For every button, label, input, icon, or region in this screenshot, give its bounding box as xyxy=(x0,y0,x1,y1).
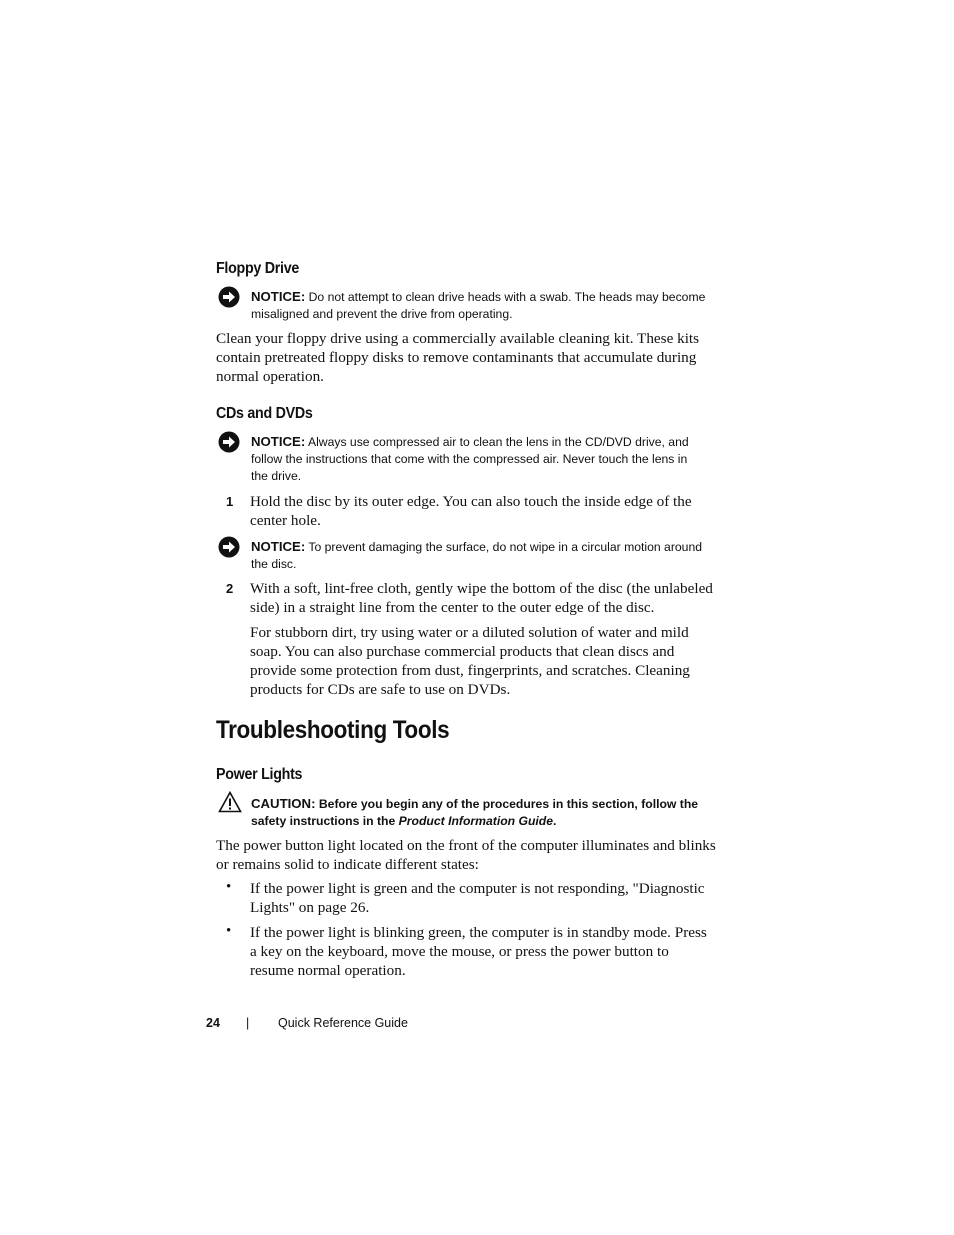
notice-text: Do not attempt to clean drive heads with a swab. The heads may become misaligned and prevent the drive from operating. xyxy=(251,290,706,321)
section-heading-floppy-drive: Floppy Drive xyxy=(216,260,300,277)
notice-arrow-icon xyxy=(218,286,240,308)
caution-triangle-icon xyxy=(218,791,242,813)
footer-title: Quick Reference Guide xyxy=(278,1016,408,1030)
chapter-heading: Troubleshooting Tools xyxy=(216,716,450,744)
step-number: 2 xyxy=(226,581,234,596)
notice-label: NOTICE: xyxy=(251,539,306,554)
notice-label: NOTICE: xyxy=(251,434,306,449)
bullet-text: If the power light is green and the computer is not responding, "Diagnostic Lights" on page 26. xyxy=(250,880,705,916)
footer-separator: | xyxy=(246,1016,250,1030)
notice-arrow-icon xyxy=(218,536,240,558)
step-text: Hold the disc by its outer edge. You can also touch the inside edge of the center hole. xyxy=(250,493,692,529)
section-heading-power-lights: Power Lights xyxy=(216,766,303,783)
caution-power-lights xyxy=(251,795,721,830)
notice-floppy xyxy=(251,288,721,323)
step-text: With a soft, lint-free cloth, gently wipe the bottom of the disc (the unlabeled side) in a straight line from the center to the outer edge of the disc. xyxy=(250,580,713,616)
floppy-body-text: Clean your floppy drive using a commercially available cleaning kit. These kits contain pretreated floppy disks to remove contaminants that accumulate during normal operation. xyxy=(216,330,700,385)
caution-end: . xyxy=(553,814,557,828)
bullet-text: If the power light is blinking green, the computer is in standby mode. Press a key on the keyboard, move the mouse, or press the power button to resume normal operation. xyxy=(250,924,707,979)
caution-text: Before you begin any of the procedures in this section, follow the safety instructions in the xyxy=(251,797,699,828)
bullet-marker: • xyxy=(226,879,232,895)
bullet-marker: • xyxy=(226,923,232,939)
notice-label: NOTICE: xyxy=(251,289,306,304)
guide-title: Product Information Guide xyxy=(398,814,554,828)
page-number: 24 xyxy=(206,1016,220,1030)
power-body-text: The power button light located on the front of the computer illuminates and blinks or remains solid to indicate different states: xyxy=(216,837,716,873)
notice-disc-surface xyxy=(251,538,721,573)
notice-text: Always use compressed air to clean the lens in the CD/DVD drive, and follow the instructions that come with the compressed air. Never touch the lens in the drive. xyxy=(251,435,689,483)
step-number: 1 xyxy=(226,494,234,509)
caution-label: CAUTION: xyxy=(251,796,316,811)
notice-arrow-icon xyxy=(218,431,240,453)
notice-text: To prevent damaging the surface, do not wipe in a circular motion around the disc. xyxy=(251,540,703,571)
section-heading-cds-dvds: CDs and DVDs xyxy=(216,405,313,422)
step-extra-text: For stubborn dirt, try using water or a diluted solution of water and mild soap. You can also purchase commercial products that clean discs and provide some protection from dust, fingerprints, and scratches. Cleaning products for CDs are safe to use on DVDs. xyxy=(250,624,690,698)
notice-cd-lens xyxy=(251,433,706,485)
